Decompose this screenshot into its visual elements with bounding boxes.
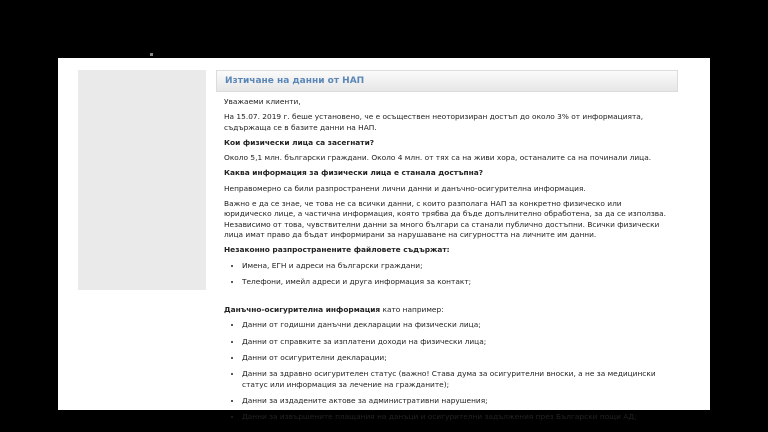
intro-paragraph: На 15.07. 2019 г. беше установено, че е осъществен неоторизиран достъп до около 3% от информацията, съдържаща се в базите данни на НАП.	[224, 112, 644, 132]
list-item: • Данни за здравно осигурителен статус (важно! Става дума за осигурителни вноски, а не за медицински статус или информация за лечение на гражданите);	[242, 369, 670, 390]
list-item: • Данни за извършените плащания на данъци и осигурителни задължения през Български пощи АД;	[242, 412, 670, 422]
question-affected-persons: Кои физически лица са засегнати?	[224, 137, 375, 147]
tax-info-list	[224, 320, 670, 422]
list-item: • Данни за издадените актове за административни нарушения;	[242, 396, 670, 406]
list-item: • Данни от осигурителни декларации;	[242, 353, 670, 363]
files-heading: Незаконно разпространените файловете съдържат:	[224, 245, 450, 255]
article-title: Изтичане на данни от НАП	[225, 76, 365, 86]
list-item: • Имена, ЕГН и адреси на български граждани;	[242, 261, 670, 271]
tax-info-label: Данъчно-осигурителна информация	[224, 305, 381, 315]
greeting-text: Уважаеми клиенти,	[224, 97, 301, 106]
answer-information-exposed: Неправомерно са били разпространени лични данни и данъчно-осигурителна информация.	[224, 183, 586, 193]
important-paragraph: Важно е да се знае, че това не са всички данни, с които разполага НАП за конкретно физическо или юридическо лице, а частична информация, която трябва да бъде допълнително обработена, за да се използва. Независимо от това, чувствителни данни за много българи са станали публично достъпни. Всички физически лица имат право да бъдат информирани за нарушаване на сигурността на личните им данни.	[224, 199, 666, 239]
article-body	[216, 92, 678, 423]
question-information-exposed: Каква информация за физически лица е станала достъпна?	[224, 168, 484, 178]
article-panel	[216, 70, 678, 422]
sidebar-placeholder	[78, 70, 206, 290]
answer-affected-persons: Около 5,1 млн. български граждани. Около 4 млн. от тях са на живи хора, останалите са на починали лица.	[224, 153, 652, 163]
tax-info-suffix: като например:	[380, 305, 444, 315]
stray-pixel-mark	[150, 53, 153, 56]
article-header	[216, 70, 678, 92]
list-item: • Данни от годишни данъчни декларации на физически лица;	[242, 320, 670, 330]
list-item: • Данни от справките за изплатени доходи на физически лица;	[242, 337, 670, 347]
list-item: • Телефони, имейл адреси и друга информация за контакт;	[242, 277, 670, 287]
web-page	[58, 58, 710, 422]
files-list	[224, 261, 670, 288]
tax-info-heading	[224, 305, 670, 315]
